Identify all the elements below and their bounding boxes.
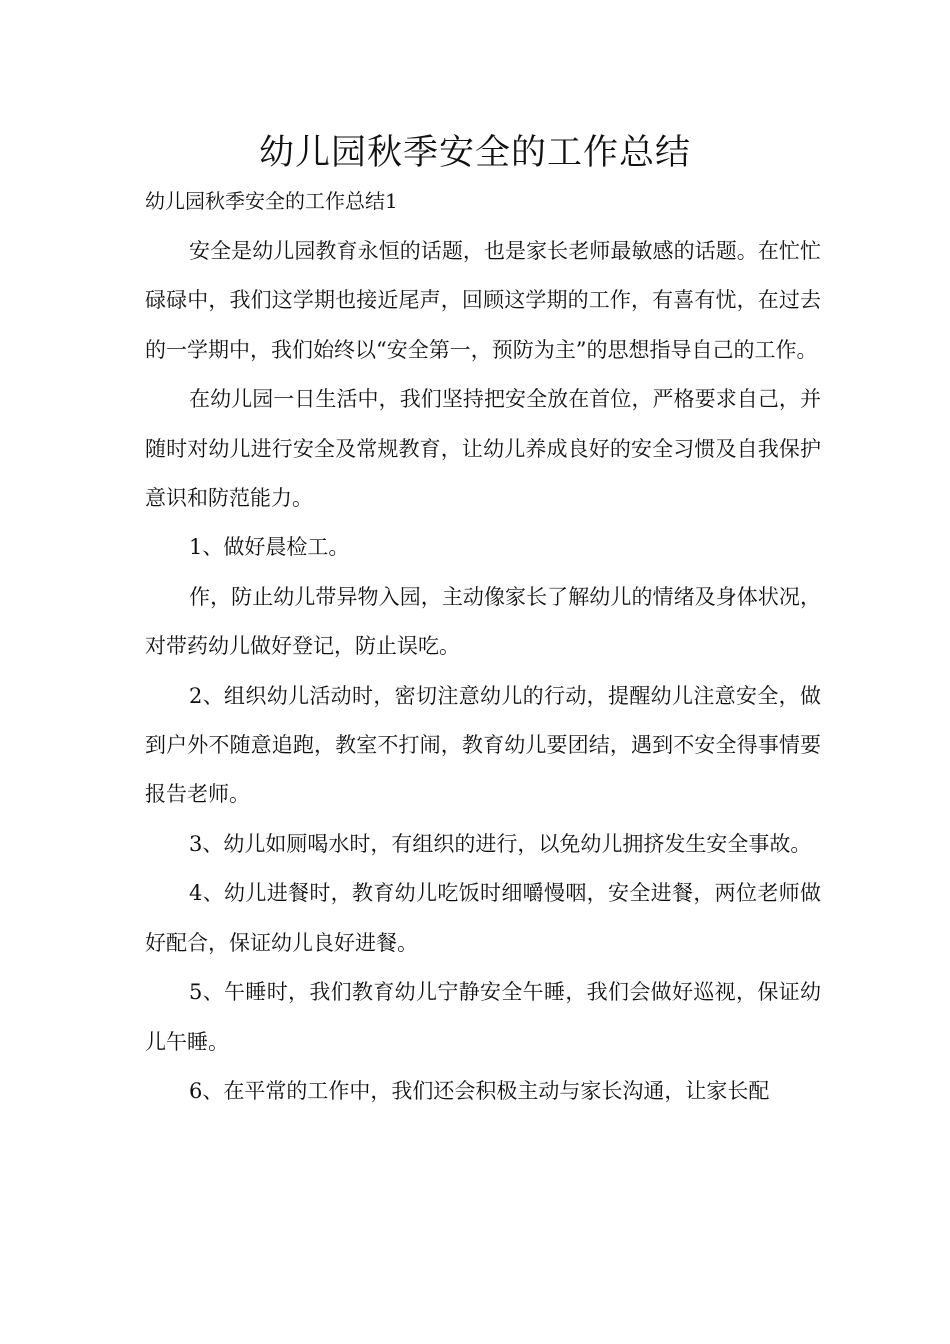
paragraph-6: 3、幼儿如厕喝水时，有组织的进行，以免幼儿拥挤发生安全事故。 — [189, 831, 812, 856]
paragraph-1: 安全是幼儿园教育永恒的话题，也是家长老师最敏感的话题。在忙忙碌碌中，我们这学期也接近尾声，回顾这学期的工作，有喜有忧，在过去的一学期中，我们始终以“安全第一，预防为主”的思想指导自己的工作。 — [145, 239, 821, 362]
paragraph-8: 5、午睡时，我们教育幼儿宁静安全午睡，我们会做好巡视，保证幼儿午睡。 — [145, 980, 821, 1054]
document-body — [145, 227, 821, 1116]
paragraph-9: 6、在平常的工作中，我们还会积极主动与家长沟通，让家长配 — [189, 1078, 770, 1103]
paragraph-4: 作，防止幼儿带异物入园，主动像家长了解幼儿的情绪及身体状况，对带药幼儿做好登记，防止误吃。 — [145, 584, 821, 659]
paragraph-5: 2、组织幼儿活动时，密切注意幼儿的行动，提醒幼儿注意安全，做到户外不随意追跑，教室不打闹，教育幼儿要团结，遇到不安全得事情要报告老师。 — [145, 683, 821, 807]
document-subtitle: 幼儿园秋季安全的工作总结1 — [145, 189, 398, 213]
paragraph-7: 4、幼儿进餐时，教育幼儿吃饭时细嚼慢咽，安全进餐，两位老师做好配合，保证幼儿良好进餐。 — [145, 881, 821, 955]
document-title: 幼儿园秋季安全的工作总结 — [258, 133, 691, 173]
paragraph-2: 在幼儿园一日生活中，我们坚持把安全放在首位，严格要求自己，并随时对幼儿进行安全及常规教育，让幼儿养成良好的安全习惯及自我保护意识和防范能力。 — [145, 387, 821, 511]
paragraph-3: 1、做好晨检工。 — [189, 535, 350, 560]
